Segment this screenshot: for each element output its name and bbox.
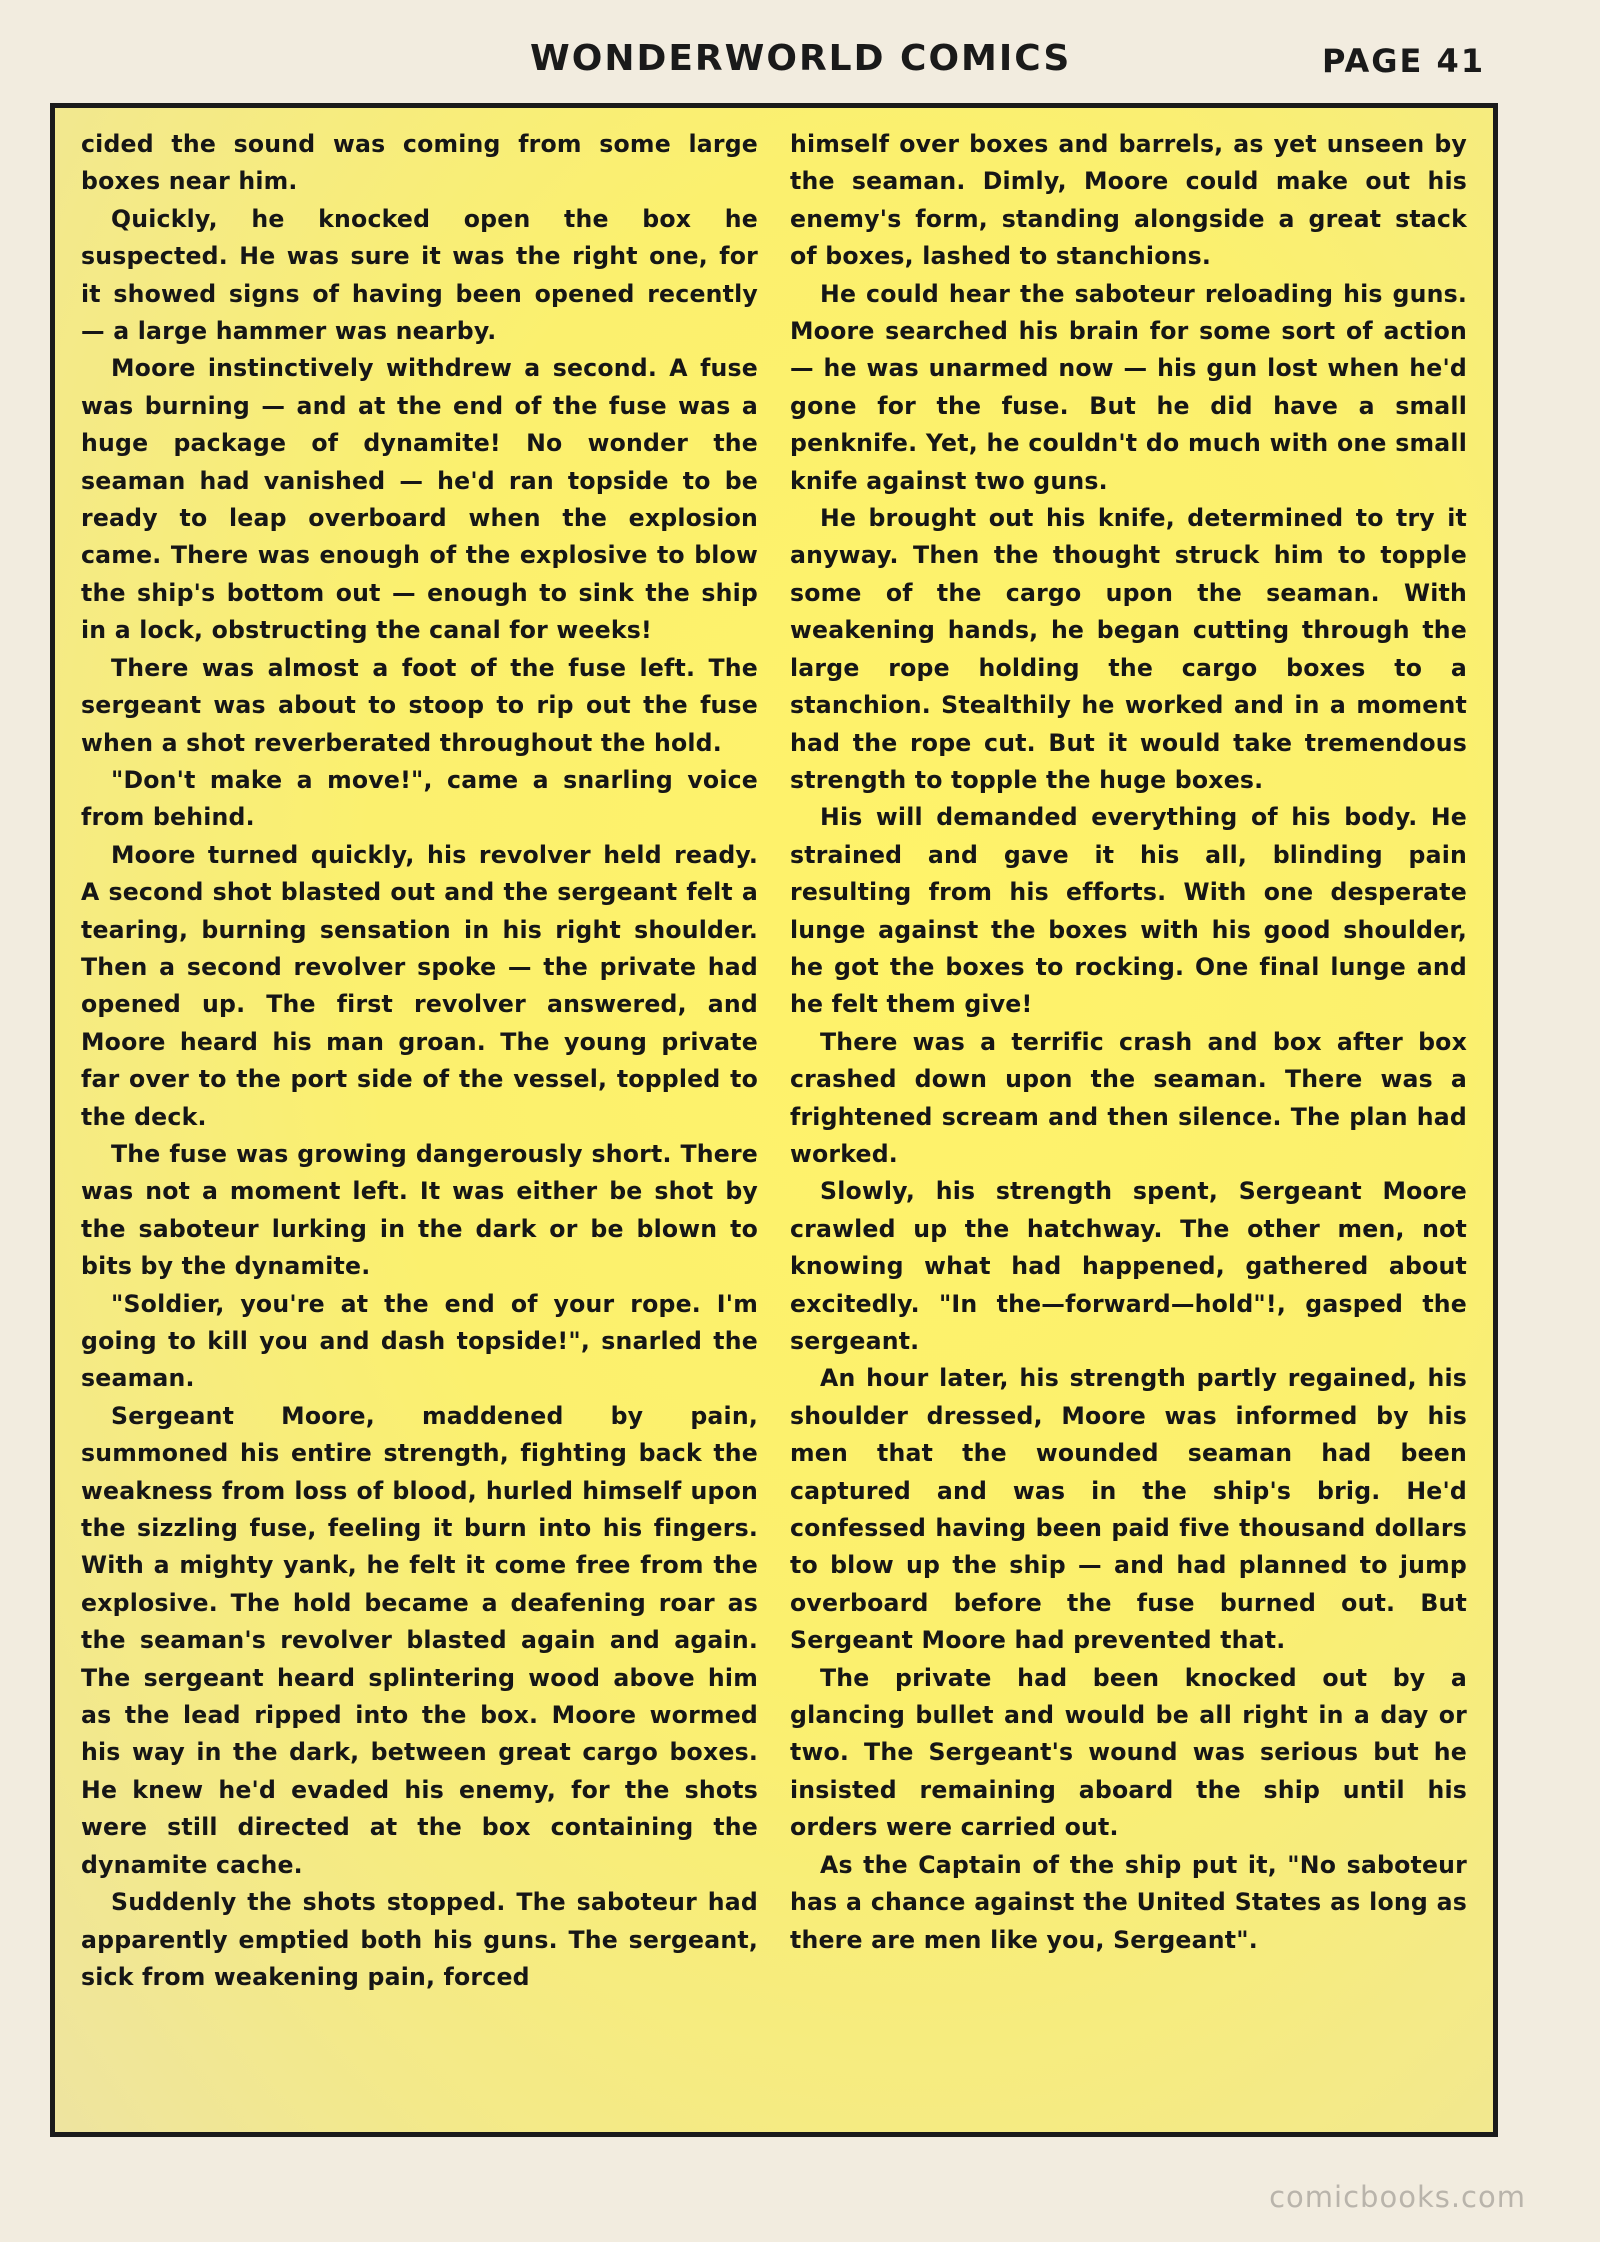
left-column <box>81 126 758 2120</box>
right-column <box>790 126 1467 2120</box>
paragraph: Suddenly the shots stopped. The saboteur had apparently emptied both his guns. The sergeant, sick from weakening pain, forced <box>81 1888 758 1991</box>
paragraph: Quickly, he knocked open the box he suspected. He was sure it was the right one, for it showed signs of having been opened recently — a large hammer was nearby. <box>81 204 758 346</box>
page-header <box>0 38 1600 98</box>
paragraph: Sergeant Moore, maddened by pain, summoned his entire strength, fighting back the weakness from loss of blood, hurled himself upon the sizzling fuse, feeling it burn into his fingers. With a mighty yank, he felt it come free from the explosive. The hold became a deafening roar as the seaman's revolver blasted again and again. The sergeant heard splintering wood above him as the lead ripped into the box. Moore wormed his way in the dark, between great cargo boxes. He knew he'd evaded his enemy, for the shots were still directed at the box containing the dynamite cache. <box>81 1401 758 1879</box>
paragraph: There was a terrific crash and box after box crashed down upon the seaman. There was a frightened scream and then silence. The plan had worked. <box>790 1027 1467 1168</box>
paragraph: He brought out his knife, determined to try it anyway. Then the thought struck him to topple some of the cargo upon the seaman. With weakening hands, he began cutting through the large rope holding the cargo boxes to a stanchion. Stealthily he worked and in a moment had the rope cut. But it would take tremendous strength to topple the huge boxes. <box>790 504 1467 794</box>
page-number: PAGE 41 <box>1322 42 1486 80</box>
paragraph: An hour later, his strength partly regained, his shoulder dressed, Moore was informed by his men that the wounded seaman had been captured and was in the ship's brig. He'd confessed having been paid five thousand dollars to blow up the ship — and had planned to jump overboard before the fuse burned out. But Sergeant Moore had prevented that. <box>790 1364 1467 1655</box>
paragraph: Moore instinctively withdrew a second. A fuse was burning — and at the end of the fuse was a huge package of dynamite! No wonder the seaman had vanished — he'd ran topside to be ready to leap overboard when the explosion came. There was enough of the explosive to blow the ship's bottom out — enough to sink the ship in a lock, obstructing the canal for weeks! <box>81 354 758 645</box>
paragraph: "Soldier, you're at the end of your rope. I'm going to kill you and dash topside!", snarled the seaman. <box>81 1289 758 1393</box>
magazine-title: WONDERWORLD COMICS <box>530 38 1072 79</box>
paragraph: As the Captain of the ship put it, "No saboteur has a chance against the United States as long as there are men like you, Sergeant". <box>790 1850 1467 1954</box>
story-text-panel <box>50 103 1498 2137</box>
paragraph: There was almost a foot of the fuse left. The sergeant was about to stoop to rip out the fuse when a shot reverberated throughout the hold. <box>81 653 758 757</box>
paragraph: The private had been knocked out by a glancing bullet and would be all right in a day or two. The Sergeant's wound was serious but he insisted remaining aboard the ship until his orders were carried out. <box>790 1663 1467 1842</box>
paragraph: cided the sound was coming from some large boxes near him. <box>81 130 758 196</box>
paragraph: Moore turned quickly, his revolver held ready. A second shot blasted out and the sergeant felt a tearing, burning sensation in his right shoulder. Then a second revolver spoke — the private had opened up. The first revolver answered, and Moore heard his man groan. The young private far over to the port side of the vessel, toppled to the deck. <box>81 840 758 1131</box>
paragraph: He could hear the saboteur reloading his guns. Moore searched his brain for some sort of action — he was unarmed now — his gun lost when he'd gone for the fuse. But he did have a small penknife. Yet, he couldn't do much with one small knife against two guns. <box>790 279 1467 495</box>
paragraph: Slowly, his strength spent, Sergeant Moore crawled up the hatchway. The other men, not knowing what had happened, gathered about excitedly. "In the—forward—hold"!, gasped the sergeant. <box>790 1177 1467 1355</box>
paragraph: His will demanded everything of his body. He strained and gave it his all, blinding pain resulting from his efforts. With one desperate lunge against the boxes with his good shoulder, he got the boxes to rocking. One final lunge and he felt them give! <box>790 803 1467 1019</box>
paragraph: himself over boxes and barrels, as yet unseen by the seaman. Dimly, Moore could make out his enemy's form, standing alongside a great stack of boxes, lashed to stanchions. <box>790 130 1467 271</box>
watermark: comicbooks.com <box>1269 2180 1526 2214</box>
paragraph: "Don't make a move!", came a snarling voice from behind. <box>81 765 758 832</box>
paragraph: The fuse was growing dangerously short. There was not a moment left. It was either be shot by the saboteur lurking in the dark or be blown to bits by the dynamite. <box>81 1139 758 1281</box>
